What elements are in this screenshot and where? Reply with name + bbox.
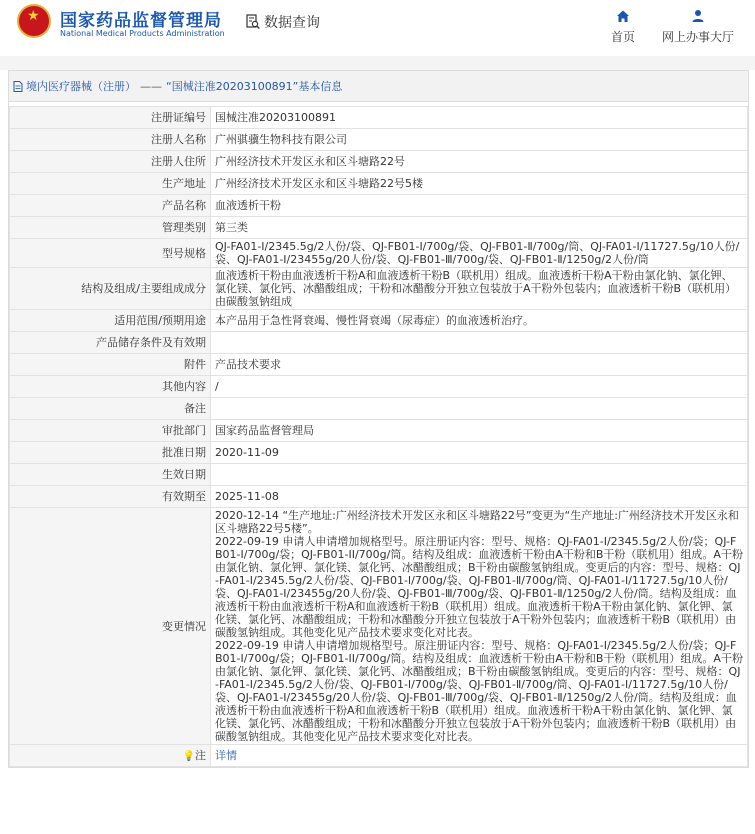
nav-home-label: 首页	[610, 30, 635, 44]
field-value: 广州骐骥生物科技有限公司	[211, 129, 748, 151]
field-value: 血液透析干粉	[211, 195, 748, 217]
field-value: 广州经济技术开发区永和区斗塘路22号	[211, 151, 748, 173]
table-row	[10, 173, 748, 195]
table-row	[10, 151, 748, 173]
nav-online-service[interactable]	[662, 8, 734, 45]
table-row	[10, 354, 748, 376]
field-label: 结构及组成/主要组成成分	[10, 268, 211, 310]
field-label: 有效期至	[10, 486, 211, 508]
field-value: 国家药品监督管理局	[211, 420, 748, 442]
field-label: 备注	[10, 398, 211, 420]
nav-home[interactable]	[610, 8, 636, 45]
change-entry: 2020-12-14 “生产地址:广州经济技术开发区永和区斗塘路22号”变更为“生产地址:广州经济技术开发区永和区斗塘路22号5楼”。	[215, 509, 739, 535]
change-entry: 2022-09-19 申请人申请增加规格型号。原注册证内容：型号、规格：QJ-FA01-I/2345.5g/2人份/袋；QJ-FB01-I/700g/袋；QJ-FB01-II/700g/筒。结构及组成：血液透析干粉由A干粉和B干粉（联机用）组成。A干粉由氯化钠、氯化钾、氯化镁、氯化钙、冰醋酸组成；B干粉由碳酸氢钠组成。变更后的内容：型号、规格：QJ-FA01-Ⅰ/2345.5g/2人份/袋、QJ-FB01-Ⅰ/700g/袋、QJ-FB01-Ⅱ/700g/筒、QJ-FA01-Ⅰ/11727.5g/10人份/袋、QJ-FA01-Ⅰ/23455g/20人份/袋、QJ-FB01-Ⅲ/700g/袋、QJ-FB01-Ⅱ/1250g/2人份/筒。结构及组成：血液透析干粉由血液透析干粉A和血液透析干粉B（联机用）组成。血液透析干粉A干粉由氯化钠、氯化钾、氯化镁、氯化钙、冰醋酸组成；干粉和冰醋酸分开独立包装放于A干粉外包装内；血液透析干粉B（联机用）由碳酸氢钠组成。其他变化见产品技术要求变化对比表。	[215, 639, 743, 743]
table-row	[10, 332, 748, 354]
field-label: 型号规格	[10, 239, 211, 268]
field-value: 血液透析干粉由血液透析干粉A和血液透析干粉B（联机用）组成。血液透析干粉A干粉由氯化钠、氯化钾、氯化镁、氯化钙、冰醋酸组成；干粉和冰醋酸分开独立包装放于A干粉外包装内；血液透析干粉B（联机用）由碳酸氢钠组成	[211, 268, 748, 310]
record-title: “国械注准20203100891”基本信息	[166, 80, 343, 93]
site-subtitle: National Medical Products Administration	[60, 29, 225, 38]
field-value: 广州经济技术开发区永和区斗塘路22号5楼	[211, 173, 748, 195]
document-icon	[13, 81, 23, 92]
field-label: 适用范围/预期用途	[10, 310, 211, 332]
field-label: 附件	[10, 354, 211, 376]
field-value	[211, 464, 748, 486]
table-row	[10, 420, 748, 442]
field-label: 管理类别	[10, 217, 211, 239]
change-history	[211, 508, 748, 745]
home-icon	[615, 8, 631, 24]
breadcrumb-separator: ——	[140, 79, 162, 93]
table-row	[10, 310, 748, 332]
detail-panel	[8, 70, 749, 768]
table-row	[10, 195, 748, 217]
table-row	[10, 376, 748, 398]
table-row	[10, 129, 748, 151]
detail-table	[9, 106, 748, 767]
field-label: 其他内容	[10, 376, 211, 398]
table-row	[10, 486, 748, 508]
table-row	[10, 268, 748, 310]
detail-title-bar	[9, 71, 748, 102]
field-label: 生产地址	[10, 173, 211, 195]
field-value: 第三类	[211, 217, 748, 239]
table-row	[10, 398, 748, 420]
breadcrumb-category[interactable]: 境内医疗器械（注册）	[26, 80, 136, 93]
nmpa-emblem-icon[interactable]	[17, 4, 51, 38]
header-divider	[0, 56, 755, 70]
field-label: 变更情况	[10, 508, 211, 745]
field-value	[211, 332, 748, 354]
field-value: 产品技术要求	[211, 354, 748, 376]
details-link[interactable]: 详情	[215, 749, 237, 762]
field-label: 生效日期	[10, 464, 211, 486]
table-row	[10, 442, 748, 464]
note-label-cell	[10, 745, 211, 767]
field-label: 注册证编号	[10, 107, 211, 129]
field-label: 产品储存条件及有效期	[10, 332, 211, 354]
field-value: 2020-11-09	[211, 442, 748, 464]
data-query-link[interactable]	[246, 12, 320, 32]
nav-online-label: 网上办事大厅	[662, 30, 735, 44]
field-label: 注册人名称	[10, 129, 211, 151]
note-label: 注	[195, 748, 206, 762]
table-row	[10, 464, 748, 486]
site-header	[0, 0, 755, 56]
document-search-icon	[246, 14, 260, 30]
person-icon	[690, 8, 706, 24]
table-row	[10, 745, 748, 767]
field-label: 批准日期	[10, 442, 211, 464]
field-value: 本产品用于急性肾衰竭、慢性肾衰竭（尿毒症）的血液透析治疗。	[211, 310, 748, 332]
table-row	[10, 239, 748, 268]
field-label: 审批部门	[10, 420, 211, 442]
bulb-icon: 💡	[182, 750, 195, 762]
table-row	[10, 217, 748, 239]
field-value	[211, 398, 748, 420]
note-value-cell	[211, 745, 748, 767]
field-label: 产品名称	[10, 195, 211, 217]
field-value: 2025-11-08	[211, 486, 748, 508]
data-query-label: 数据查询	[264, 15, 320, 31]
site-title[interactable]: 国家药品监督管理局	[60, 11, 222, 31]
field-label: 注册人住所	[10, 151, 211, 173]
field-value: /	[211, 376, 748, 398]
field-value: 国械注准20203100891	[211, 107, 748, 129]
field-value: QJ-FA01-Ⅰ/2345.5g/2人份/袋、QJ-FB01-Ⅰ/700g/袋、QJ-FB01-Ⅱ/700g/筒、QJ-FA01-Ⅰ/11727.5g/10人份/袋、QJ-FA01-Ⅰ/23455g/20人份/袋、QJ-FB01-Ⅲ/700g/袋、QJ-FB01-Ⅱ/1250g/2人份/筒	[211, 239, 748, 268]
table-row	[10, 508, 748, 745]
change-entry: 2022-09-19 申请人申请增加规格型号。原注册证内容：型号、规格：QJ-FA01-I/2345.5g/2人份/袋；QJ-FB01-I/700g/袋；QJ-FB01-II/700g/筒。结构及组成：血液透析干粉由A干粉和B干粉（联机用）组成。A干粉由氯化钠、氯化钾、氯化镁、氯化钙、冰醋酸组成；B干粉由碳酸氢钠组成。变更后的内容：型号、规格：QJ-FA01-Ⅰ/2345.5g/2人份/袋、QJ-FB01-Ⅰ/700g/袋、QJ-FB01-Ⅱ/700g/筒、QJ-FA01-Ⅰ/11727.5g/10人份/袋、QJ-FA01-Ⅰ/23455g/20人份/袋、QJ-FB01-Ⅲ/700g/袋、QJ-FB01-Ⅱ/1250g/2人份/筒。结构及组成：血液透析干粉由血液透析干粉A和血液透析干粉B（联机用）组成。血液透析干粉A干粉由氯化钠、氯化钾、氯化镁、氯化钙、冰醋酸组成；干粉和冰醋酸分开独立包装放于A干粉外包装内；血液透析干粉B（联机用）由碳酸氢钠组成。其他变化见产品技术要求变化对比表。	[215, 535, 743, 639]
table-row	[10, 107, 748, 129]
